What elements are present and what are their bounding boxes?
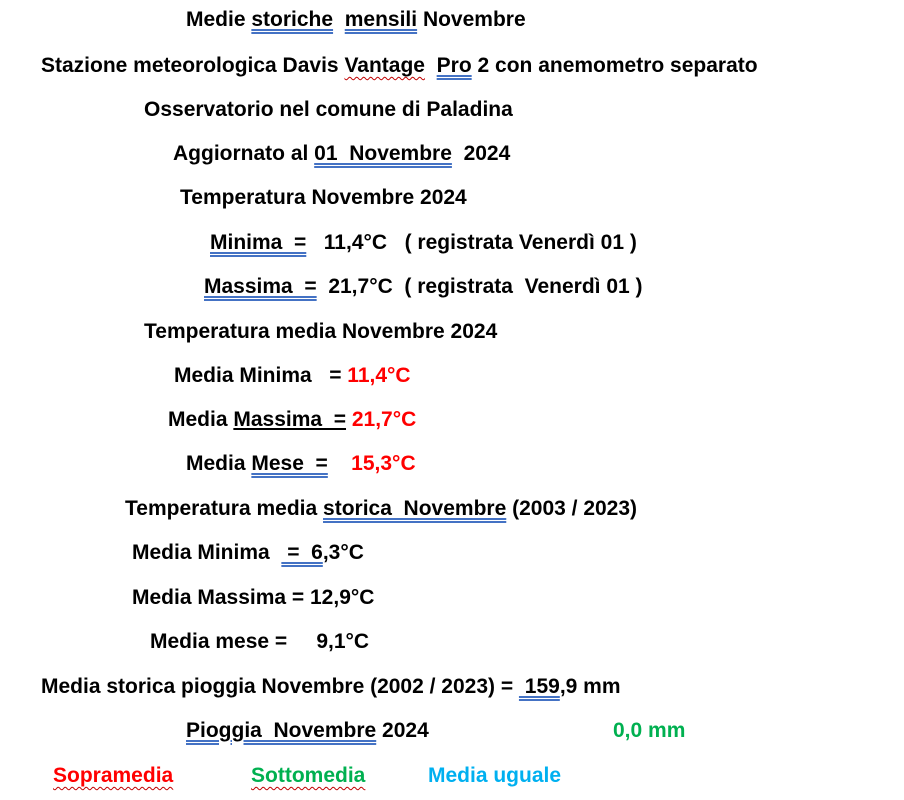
rain-hist-label: Media storica pioggia Novembre (2002 / 2023) = — [41, 675, 519, 698]
avg-month-label: Media — [186, 452, 252, 475]
temp-month-min — [210, 230, 637, 256]
temp-hist-heading — [125, 496, 637, 522]
temp-month-heading: Temperatura Novembre 2024 — [180, 186, 467, 209]
title-text — [333, 8, 345, 31]
avg-max-label: Media — [168, 408, 234, 431]
title-text: mensili — [344, 8, 418, 31]
hist-heading-text: Temperatura media — [125, 497, 324, 520]
max-value: 21,7°C ( registrata Venerdì 01 ) — [316, 275, 643, 298]
title-text: Novembre — [417, 8, 526, 31]
updated-text: Aggiornato al — [173, 142, 315, 165]
temp-avg-month — [186, 451, 416, 477]
temp-hist-min — [132, 540, 364, 566]
rain-hist-value: ,9 mm — [559, 675, 621, 698]
rain-month-label: Pioggia Novembre — [186, 719, 377, 742]
avg-month-value: 15,3°C — [351, 452, 416, 475]
title-text: Medie — [186, 8, 252, 31]
temp-month-max — [204, 274, 643, 300]
rain-hist-line — [41, 674, 621, 700]
avg-month-label — [328, 452, 351, 475]
station-text — [425, 54, 437, 77]
avg-max-label: Massima = — [233, 408, 347, 431]
rain-hist-value: 159 — [518, 675, 560, 698]
updated-line — [173, 141, 510, 167]
title-text: storiche — [251, 8, 334, 31]
observatory-line: Osservatorio nel comune di Paladina — [144, 98, 513, 121]
min-label: Minima = — [210, 231, 307, 254]
rain-month-label: 2024 — [376, 719, 429, 742]
temp-hist-max: Media Massima = 12,9°C — [132, 586, 375, 609]
hist-min-label: Media Minima — [132, 541, 282, 564]
hist-min-value: = 6 — [281, 541, 323, 564]
temp-avg-min — [174, 363, 411, 389]
avg-min-label: Media Minima = — [174, 364, 348, 387]
avg-min-value: 11,4°C — [347, 364, 411, 387]
station-text: Pro — [436, 54, 472, 77]
hist-min-value: ,3°C — [322, 541, 364, 564]
station-text: Vantage — [344, 54, 425, 77]
station-text: Stazione meteorologica Davis — [41, 54, 345, 77]
legend-equal: Media uguale — [428, 764, 562, 787]
avg-month-label: Mese = — [251, 452, 328, 475]
updated-text: 2024 — [451, 142, 511, 165]
title-line — [186, 7, 526, 33]
updated-date: 01 Novembre — [314, 142, 452, 165]
min-value: 11,4°C ( registrata Venerdì 01 ) — [306, 231, 637, 254]
rain-month-value: 0,0 mm — [613, 719, 686, 742]
station-line — [41, 53, 758, 79]
station-text: 2 con anemometro separato — [471, 54, 758, 77]
avg-max-value: 21,7°C — [351, 408, 417, 431]
legend-above: Sopramedia — [53, 764, 174, 787]
hist-heading-text: (2003 / 2023) — [506, 497, 638, 520]
temp-hist-month: Media mese = 9,1°C — [150, 630, 370, 653]
hist-heading-text: storica Novembre — [323, 497, 507, 520]
temp-avg-max — [168, 407, 416, 433]
rain-month-line — [186, 718, 429, 744]
legend-below: Sottomedia — [251, 764, 366, 787]
max-label: Massima = — [204, 275, 317, 298]
temp-avg-heading: Temperatura media Novembre 2024 — [144, 320, 498, 343]
